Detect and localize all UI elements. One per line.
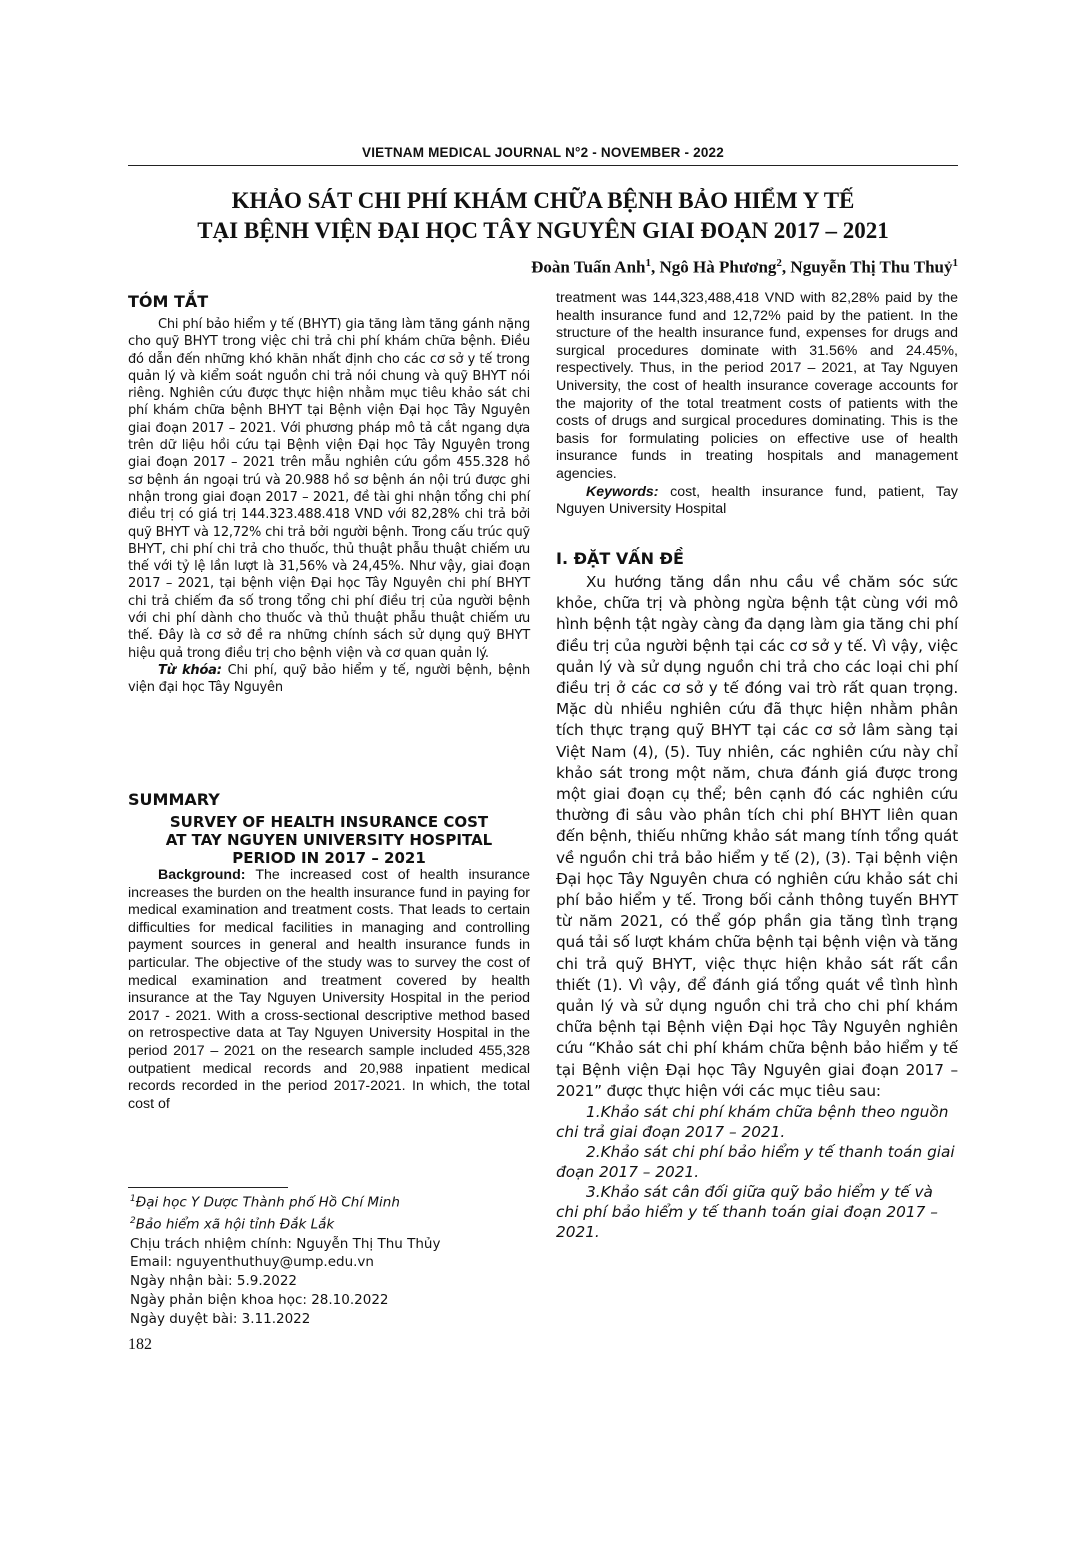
- summary-title-line-1: SURVEY OF HEALTH INSURANCE COST: [169, 813, 489, 831]
- objective-1: 1.Khảo sát chi phí khám chữa bệnh theo nguồn chi trả giai đoạn 2017 – 2021.: [556, 1103, 949, 1142]
- tom-tat-keywords: [128, 662, 530, 697]
- summary-title-line-3: PERIOD IN 2017 – 2021: [232, 849, 426, 867]
- author-1: Đoàn Tuấn Anh: [531, 257, 646, 277]
- date-accepted: Ngày duyệt bài: 3.11.2022: [130, 1310, 311, 1327]
- journal-header: VIETNAM MEDICAL JOURNAL N°2 - NOVEMBER - 2022: [362, 145, 724, 160]
- keywords-label-vn: Từ khóa:: [158, 662, 222, 678]
- section-1-heading: I. ĐẶT VẤN ĐỀ: [556, 549, 684, 568]
- section-1-body: Xu hướng tăng dần nhu cầu về chăm sóc sức khỏe, chữa trị và phòng ngừa bệnh tật cùng với mô hình bệnh tật ngày càng đa dạng làm gia tăng chi phí điều trị của người bệnh tại các cơ sở y tế. Vì vậy, việc quản lý và sử dụng nguồn chi trả cho các loại chi phí điều trị ở các cơ sở y tế đóng vai trò rất quan trọng. Mặc dù nhiều nghiên cứu đã thực hiện nhằm phân tích thực trạng quỹ BHYT tại các cơ sở lâm sàng tại Việt Nam (4), (5). Tuy nhiên, các nghiên cứu này chỉ khảo sát trong một năm, chưa đánh giá được trong một giai đoạn cụ thể; bên cạnh đó các nghiên cứu thường đi sâu vào phân tích chi phí BHYT liên quan đến bệnh, thiếu những khảo sát mang tính tổng quát về nguồn chi trả bảo hiểm y tế (2), (3). Tại bệnh viện Đại học Tây Nguyên chưa có nghiên cứu khảo sát chi phí bảo hiểm y tế. Trong bối cảnh thông tuyến BHYT từ năm 2021, có thể góp phần gia tăng tình trạng quá tải số lượt khám chữa bệnh tại bệnh viện và tăng chi trả quỹ BHYT, việc thực hiện khảo sát rất cần thiết (1). Vì vậy, để đánh giá tổng quát về tình hình quản lý và sử dụng nguồn chi trả cho chi phí khám chữa bệnh tại Bệnh viện Đại học Tây Nguyên nghiên cứu “Khảo sát chi phí khám chữa bệnh bảo hiểm y tế tại Bệnh viện Đại học Tây Nguyên giai đoạn 2017 – 2021” được thực hiện với các mục tiêu sau:: [556, 573, 958, 1100]
- title-line-1: KHẢO SÁT CHI PHÍ KHÁM CHỮA BỆNH BẢO HIỂM Y TẾ: [231, 188, 855, 213]
- author-separator: ,: [651, 257, 660, 277]
- affiliation-1: [130, 1190, 532, 1212]
- author-separator: ,: [781, 257, 791, 277]
- author-2: Ngô Hà Phương: [659, 257, 777, 277]
- summary-heading: SUMMARY: [128, 790, 220, 809]
- keywords-vn: Chi phí, quỹ bảo hiểm y tế, người bệnh, bệnh viện đại học Tây Nguyên: [128, 662, 530, 696]
- date-received: Ngày nhận bài: 5.9.2022: [130, 1273, 298, 1290]
- contact-email: Email: nguyenthuthuy@ump.edu.vn: [130, 1254, 374, 1271]
- summary-continuation: treatment was 144,323,488,418 VND with 82,28% paid by the health insurance fund and 12,72% paid by the patient. In the structure of the health insurance fund, expenses for drugs and surgical procedures dominate with 31.56% and 24.45%, respectively. Thus, in the period 2017 – 2021, at Tay Nguyen University, the cost of health insurance coverage accounts for the majority of the total treatment costs of patients with the costs of drugs and surgical procedures dominating. This is the basis for formulating policies on effective use of health insurance funds in treating hospitals and management agencies.: [556, 290, 958, 482]
- date-reviewed: Ngày phản biện khoa học: 28.10.2022: [130, 1291, 389, 1308]
- summary-title-line-2: AT TAY NGUYEN UNIVERSITY HOSPITAL: [165, 831, 493, 849]
- objective-2: 2.Khảo sát chi phí bảo hiểm y tế thanh toán giai đoạn 2017 – 2021.: [556, 1143, 955, 1182]
- summary-keywords: [556, 484, 958, 519]
- background-text: The increased cost of health insurance increases the burden on the health insurance fund in paying for medical examination and treatment costs. That leads to certain difficulties for medical facilities in managing and controlling payment sources in general and health insurance funds in particular. The objective of the study was to survey the cost of medical examination and treatment covered by health insurance at the Tay Nguyen University Hospital in the period 2017 - 2021. With a cross-sectional descriptive method based on retrospective data at Tay Nguyen University Hospital in the period 2017 – 2021 on the research sample included 455,328 outpatient medical records and 20,988 inpatient medical records recorded in the period 2017-2021. In which, the total cost of: [128, 867, 530, 1112]
- section-introduction: [556, 549, 958, 1242]
- affiliation-1-text: Đại học Y Dược Thành phố Hồ Chí Minh: [135, 1194, 400, 1211]
- affiliation-2-number: 2: [130, 1216, 136, 1227]
- background-label: Background:: [158, 867, 246, 883]
- footnotes: [130, 1190, 532, 1329]
- affiliation-2: [130, 1212, 532, 1234]
- responsible-author: Chịu trách nhiệm chính: Nguyễn Thị Thu Thủy: [130, 1235, 441, 1252]
- footnote-rule: [128, 1187, 288, 1188]
- article-title: [128, 186, 958, 246]
- objective-3: 3.Khảo sát cân đối giữa quỹ bảo hiểm y tế và chi phí bảo hiểm y tế thanh toán giai đoạn 2017 – 2021.: [556, 1183, 938, 1242]
- affiliation-1-number: 1: [130, 1194, 136, 1204]
- author-list: [531, 257, 958, 278]
- header-rule: [128, 165, 958, 166]
- author-3: Nguyễn Thị Thu Thuỷ: [790, 257, 953, 277]
- author-3-affiliation: 1: [952, 257, 958, 269]
- title-line-2: TẠI BỆNH VIỆN ĐẠI HỌC TÂY NGUYÊN GIAI ĐOẠN 2017 – 2021: [197, 218, 889, 243]
- affiliation-2-text: Bảo hiểm xã hội tỉnh Đắk Lắk: [135, 1216, 335, 1233]
- abstract-vn: [128, 292, 530, 697]
- keywords-en: cost, health insurance fund, patient, Tay Nguyen University Hospital: [556, 483, 958, 518]
- tom-tat-heading: TÓM TẮT: [128, 292, 209, 311]
- summary-section: [128, 790, 530, 1113]
- page-number: 182: [128, 1336, 152, 1353]
- summary-background: [128, 867, 530, 1113]
- author-2-affiliation: 2: [776, 257, 782, 269]
- keywords-label-en: Keywords:: [586, 483, 659, 500]
- tom-tat-body: Chi phí bảo hiểm y tế (BHYT) gia tăng làm tăng gánh nặng cho quỹ BHYT trong việc chi trả chi phí khám chữa bệnh. Điều đó dẫn đến những khó khăn nhất định cho các cơ sở y tế trong quản lý và kiểm soát nguồn chi trả nói chung và quỹ BHYT nói riêng. Nghiên cứu được thực hiện nhằm mục tiêu khảo sát chi phí khám chữa bệnh BHYT tại Bệnh viện Đại học Tây Nguyên giai đoạn 2017 – 2021. Với phương pháp mô tả cắt ngang dựa trên dữ liệu hồi cứu tại Bệnh viện Đại học Tây Nguyên trong giai đoạn 2017 – 2021 trên mẫu nghiên cứu gồm 455.328 hồ sơ bệnh án ngoại trú và 20.988 hồ sơ bệnh án nội trú được ghi nhận trong giai đoạn 2017 – 2021, đề tài ghi nhận tổng chi phí điều trị có giá trị 144.323.488.418 VND với 82,28% chi trả bởi quỹ BHYT và 12,72% chi trả bởi người bệnh. Trong cấu trúc quỹ BHYT, chi phí chi trả cho thuốc, thủ thuật phẫu thuật chiếm ưu thế với tỷ lệ lần lượt là 31,56% và 24,45%. Như vậy, giai đoạn 2017 – 2021, tại bệnh viện Đại học Tây Nguyên chi phí BHYT chi trả chiếm đa số trong tổng chi phí điều trị của người bệnh với chi phí dành cho thuốc và thủ thuật phẫu thuật chiếm ưu thế. Đây là cơ sở đề ra những chính sách sử dụng quỹ BHYT hiệu quả trong điều trị cho bệnh viện và cơ quan quản lý.: [128, 317, 530, 661]
- summary-title: [128, 813, 530, 867]
- author-1-affiliation: 1: [645, 257, 651, 269]
- summary-continued: [556, 290, 958, 519]
